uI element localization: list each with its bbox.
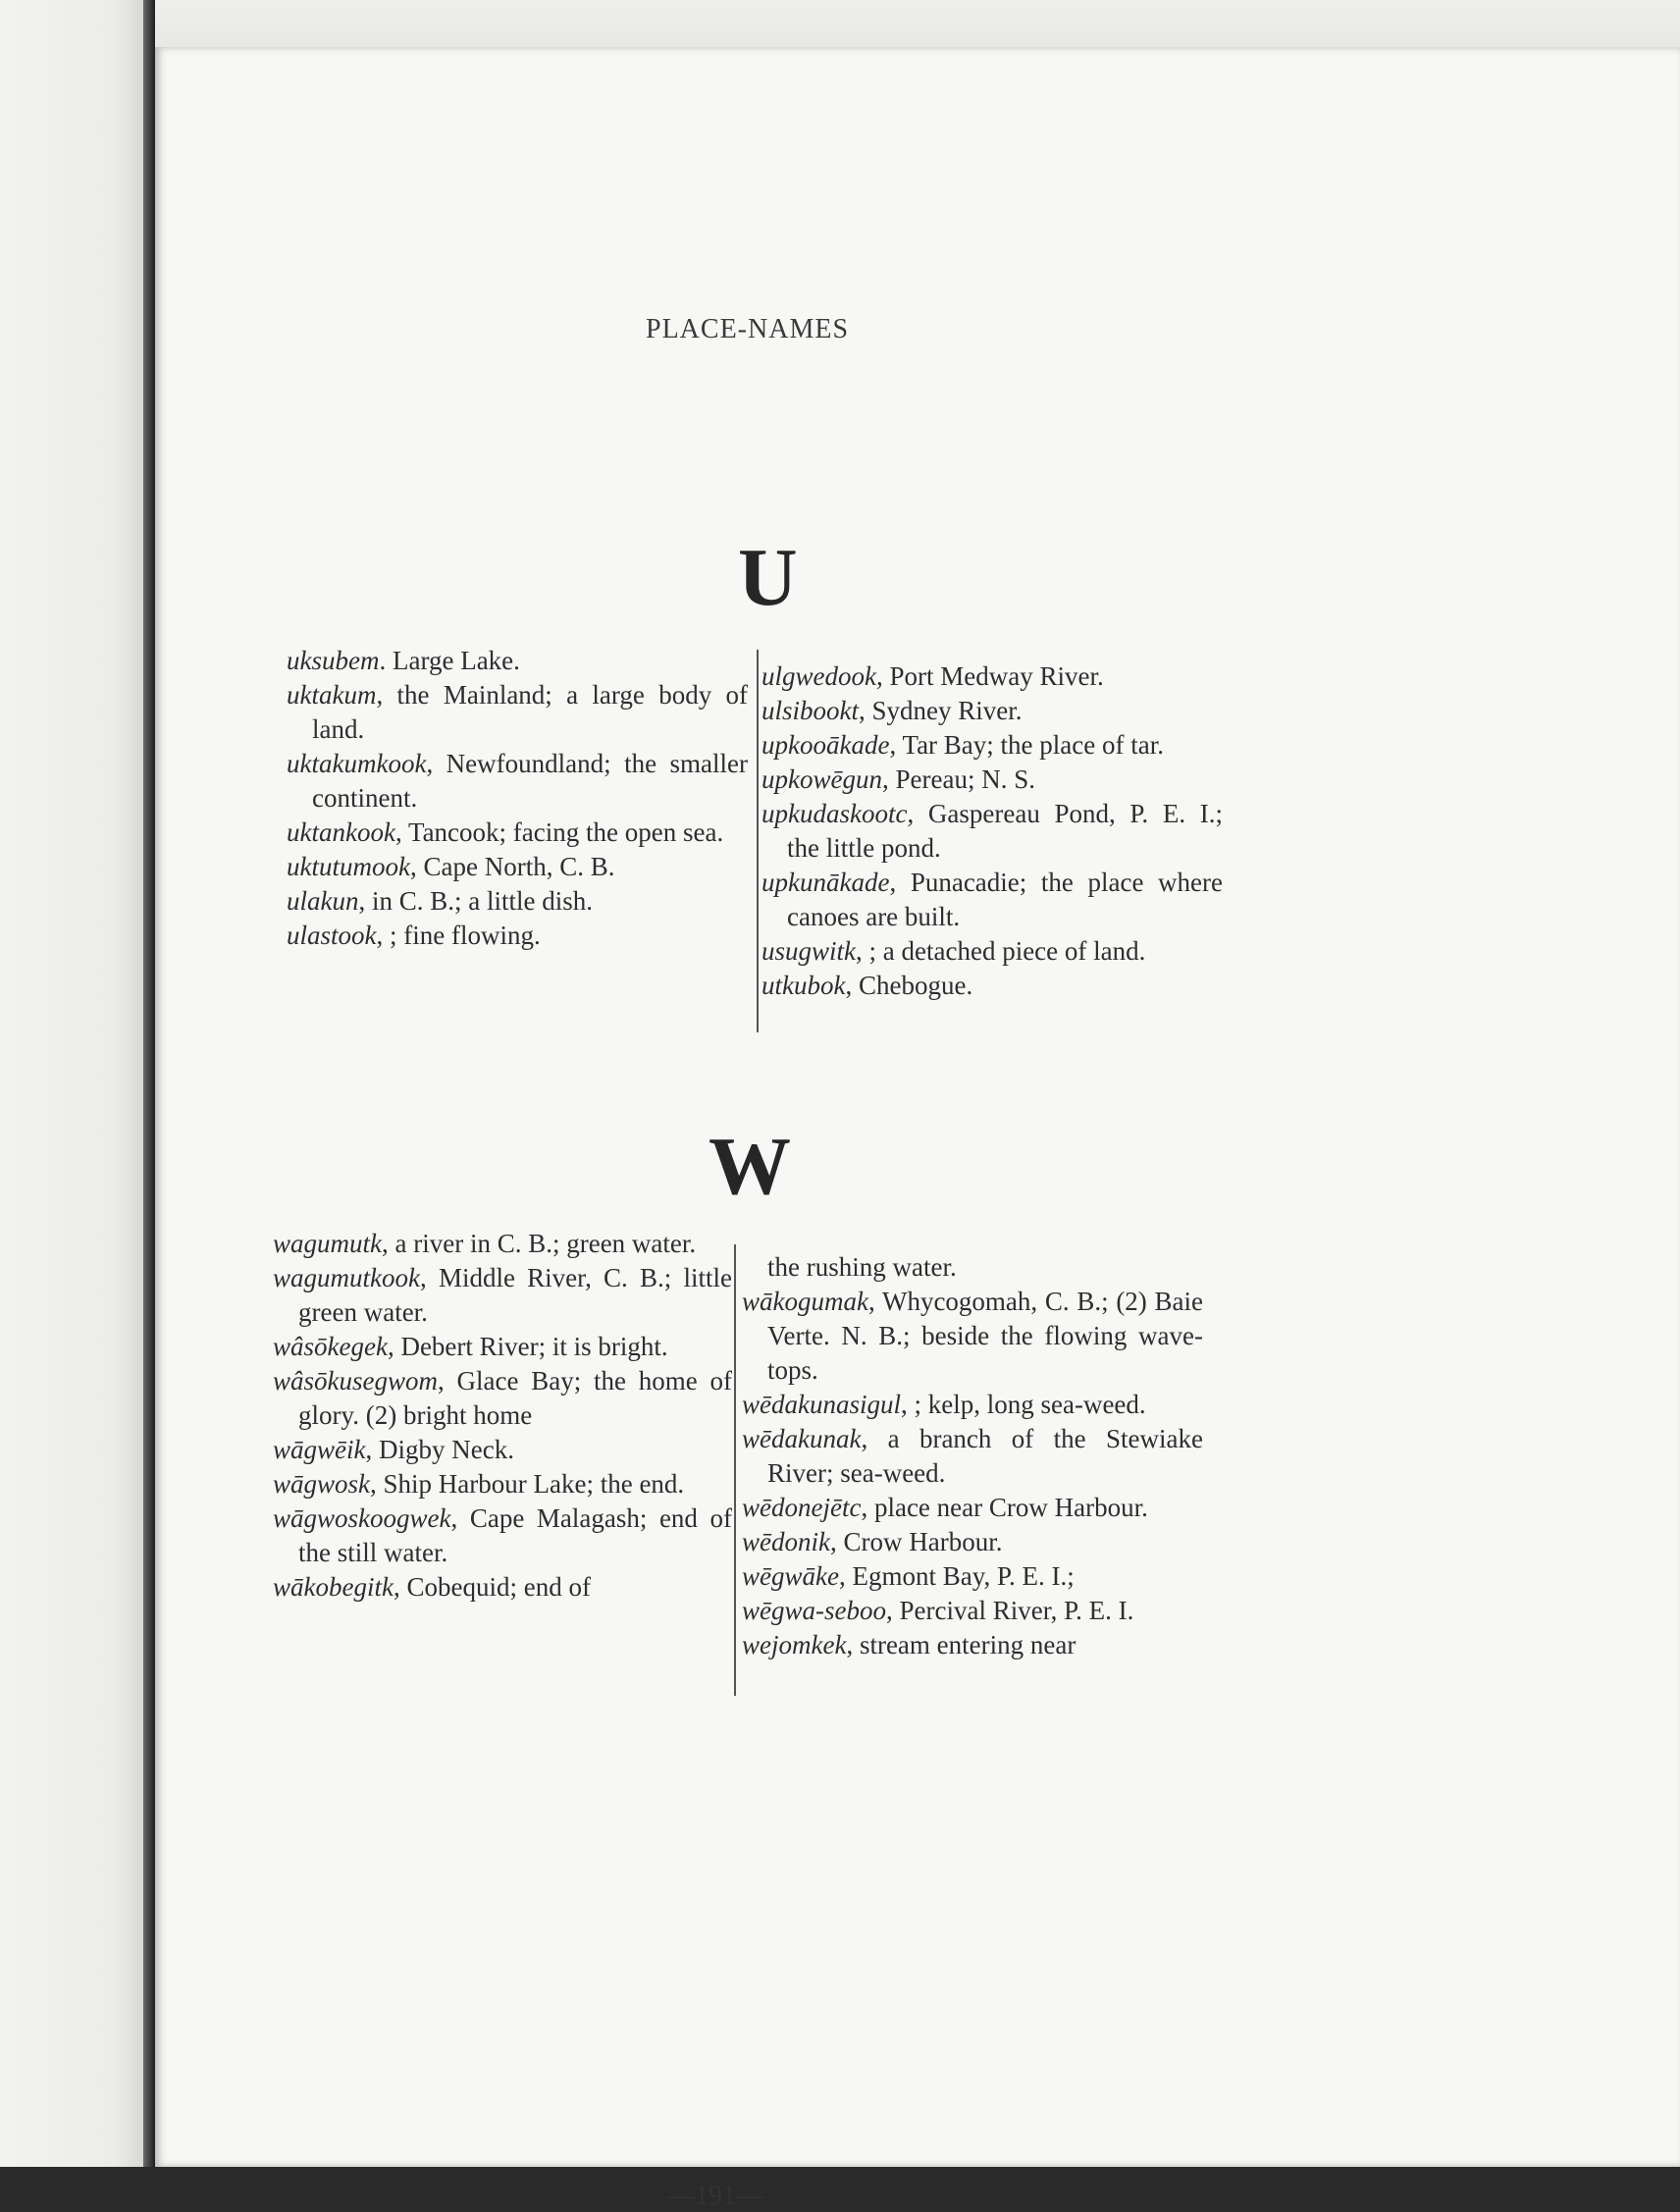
dictionary-entry xyxy=(287,850,748,884)
dictionary-entry xyxy=(287,678,748,747)
u-right-column xyxy=(761,659,1223,1003)
u-left-column xyxy=(287,644,748,953)
dictionary-entry xyxy=(287,884,748,919)
dictionary-entry xyxy=(742,1422,1203,1491)
headword: uktankook xyxy=(287,817,395,847)
running-head: PLACE-NAMES xyxy=(646,314,850,344)
headword: wāgwoskoogwek xyxy=(273,1503,451,1533)
dictionary-entry xyxy=(742,1628,1203,1662)
definition: , Whycogomah, C. B.; (2) Baie Verte. N. B.; beside the flowing wave-tops. xyxy=(767,1287,1203,1385)
dictionary-entry xyxy=(287,644,748,678)
column-rule xyxy=(757,650,759,1032)
dictionary-entry xyxy=(761,934,1223,969)
headword: upkudaskootc xyxy=(761,799,908,828)
headword: uksubem xyxy=(287,646,380,675)
headword: uktakum xyxy=(287,680,377,710)
dictionary-entry xyxy=(761,969,1223,1003)
headword: wagumutk xyxy=(273,1229,382,1258)
headword: upkunākade xyxy=(761,868,890,897)
headword: usugwitk xyxy=(761,936,857,966)
definition: , Sydney River. xyxy=(859,696,1023,725)
dictionary-entry xyxy=(273,1501,732,1570)
headword: wāgwēik xyxy=(273,1435,366,1464)
definition: , Debert River; it is bright. xyxy=(387,1332,668,1361)
definition: the rushing water. xyxy=(767,1252,957,1282)
dictionary-entry xyxy=(742,1559,1203,1594)
headword: upkowēgun xyxy=(761,764,882,794)
headword: wēgwāke xyxy=(742,1561,839,1591)
definition: , Ship Harbour Lake; the end. xyxy=(370,1469,685,1499)
w-left-column xyxy=(273,1227,732,1605)
headword: wēdakunak xyxy=(742,1424,862,1453)
definition: , Port Medway River. xyxy=(875,661,1104,691)
dictionary-entry xyxy=(742,1388,1203,1422)
headword: ulastook xyxy=(287,921,377,950)
headword: ulsibookt xyxy=(761,696,859,725)
headword: wāgwosk xyxy=(273,1469,371,1499)
dictionary-entry xyxy=(761,797,1223,866)
page-top-margin xyxy=(155,0,1680,51)
headword: wēdakunasigul xyxy=(742,1390,901,1419)
dictionary-entry xyxy=(273,1364,732,1433)
definition: , Tar Bay; the place of tar. xyxy=(889,730,1164,760)
headword: wākobegitk xyxy=(273,1572,394,1602)
definition: , the Mainland; a large body of land. xyxy=(312,680,748,744)
binding-gutter xyxy=(143,0,155,2167)
headword: uktakumkook xyxy=(287,749,427,778)
definition: , Digby Neck. xyxy=(365,1435,514,1464)
headword: uktutumook xyxy=(287,852,410,881)
dictionary-entry xyxy=(273,1261,732,1330)
definition: , Crow Harbour. xyxy=(829,1527,1003,1556)
dictionary-entry xyxy=(761,866,1223,934)
dictionary-entry xyxy=(761,763,1223,797)
dictionary-entry xyxy=(761,728,1223,763)
definition: , stream entering near xyxy=(846,1630,1076,1659)
headword: ulgwedook xyxy=(761,661,876,691)
headword: wâsōkusegwom xyxy=(273,1366,438,1396)
dictionary-entry xyxy=(273,1433,732,1467)
definition: , a branch of the Stewiake River; sea-weed. xyxy=(767,1424,1203,1488)
definition: , place near Crow Harbour. xyxy=(861,1493,1148,1522)
definition: , Newfoundland; the smaller continent. xyxy=(312,749,748,813)
headword: wagumutkook xyxy=(273,1263,420,1292)
dictionary-entry xyxy=(273,1570,732,1605)
headword: ulakun xyxy=(287,886,359,916)
section-letter-u: U xyxy=(738,532,798,623)
definition: , Tancook; facing the open sea. xyxy=(394,817,724,847)
headword: wākogumak xyxy=(742,1287,868,1316)
definition: , Gaspereau Pond, P. E. I.; the little pond. xyxy=(787,799,1223,863)
dictionary-entry xyxy=(742,1491,1203,1525)
headword: wâsōkegek xyxy=(273,1332,388,1361)
definition: . Large Lake. xyxy=(379,646,520,675)
dictionary-entry xyxy=(273,1227,732,1261)
dictionary-entry xyxy=(273,1467,732,1501)
column-rule xyxy=(734,1244,736,1696)
headword: wēdonejētc xyxy=(742,1493,862,1522)
dictionary-entry xyxy=(287,919,748,953)
definition: , Percival River, P. E. I. xyxy=(885,1596,1134,1625)
headword: wēdonik xyxy=(742,1527,830,1556)
definition: , in C. B.; a little dish. xyxy=(358,886,594,916)
book-page xyxy=(155,47,1680,2167)
dictionary-entry xyxy=(761,694,1223,728)
facing-page-edge xyxy=(0,0,143,2167)
definition: , ; a detached piece of land. xyxy=(856,936,1146,966)
definition: , Cape North, C. B. xyxy=(409,852,615,881)
dictionary-entry xyxy=(287,747,748,816)
definition: , Cobequid; end of xyxy=(393,1572,591,1602)
dictionary-entry-continued xyxy=(767,1250,1203,1285)
definition: , Middle River, C. B.; little green water. xyxy=(298,1263,732,1327)
dictionary-entry xyxy=(273,1330,732,1364)
definition: , Glace Bay; the home of glory. (2) bright home xyxy=(298,1366,732,1430)
dictionary-entry xyxy=(742,1285,1203,1388)
headword: utkubok xyxy=(761,971,846,1000)
dictionary-entry xyxy=(761,659,1223,694)
headword: upkooākade xyxy=(761,730,890,760)
definition: , a river in C. B.; green water. xyxy=(382,1229,697,1258)
definition: , ; kelp, long sea-weed. xyxy=(901,1390,1146,1419)
w-right-column xyxy=(742,1250,1203,1662)
page-number: —191— xyxy=(667,2181,763,2211)
headword: wēgwa-seboo xyxy=(742,1596,886,1625)
dictionary-entry xyxy=(742,1525,1203,1559)
definition: , Chebogue. xyxy=(845,971,973,1000)
definition: , Egmont Bay, P. E. I.; xyxy=(838,1561,1075,1591)
definition: , Pereau; N. S. xyxy=(881,764,1035,794)
dictionary-entry xyxy=(287,816,748,850)
dictionary-entry xyxy=(742,1594,1203,1628)
definition: , Punacadie; the place where canoes are built. xyxy=(787,868,1223,931)
headword: wejomkek xyxy=(742,1630,847,1659)
definition: , Cape Malagash; end of the still water. xyxy=(298,1503,732,1567)
section-letter-w: W xyxy=(709,1121,791,1212)
definition: , ; fine flowing. xyxy=(376,921,541,950)
